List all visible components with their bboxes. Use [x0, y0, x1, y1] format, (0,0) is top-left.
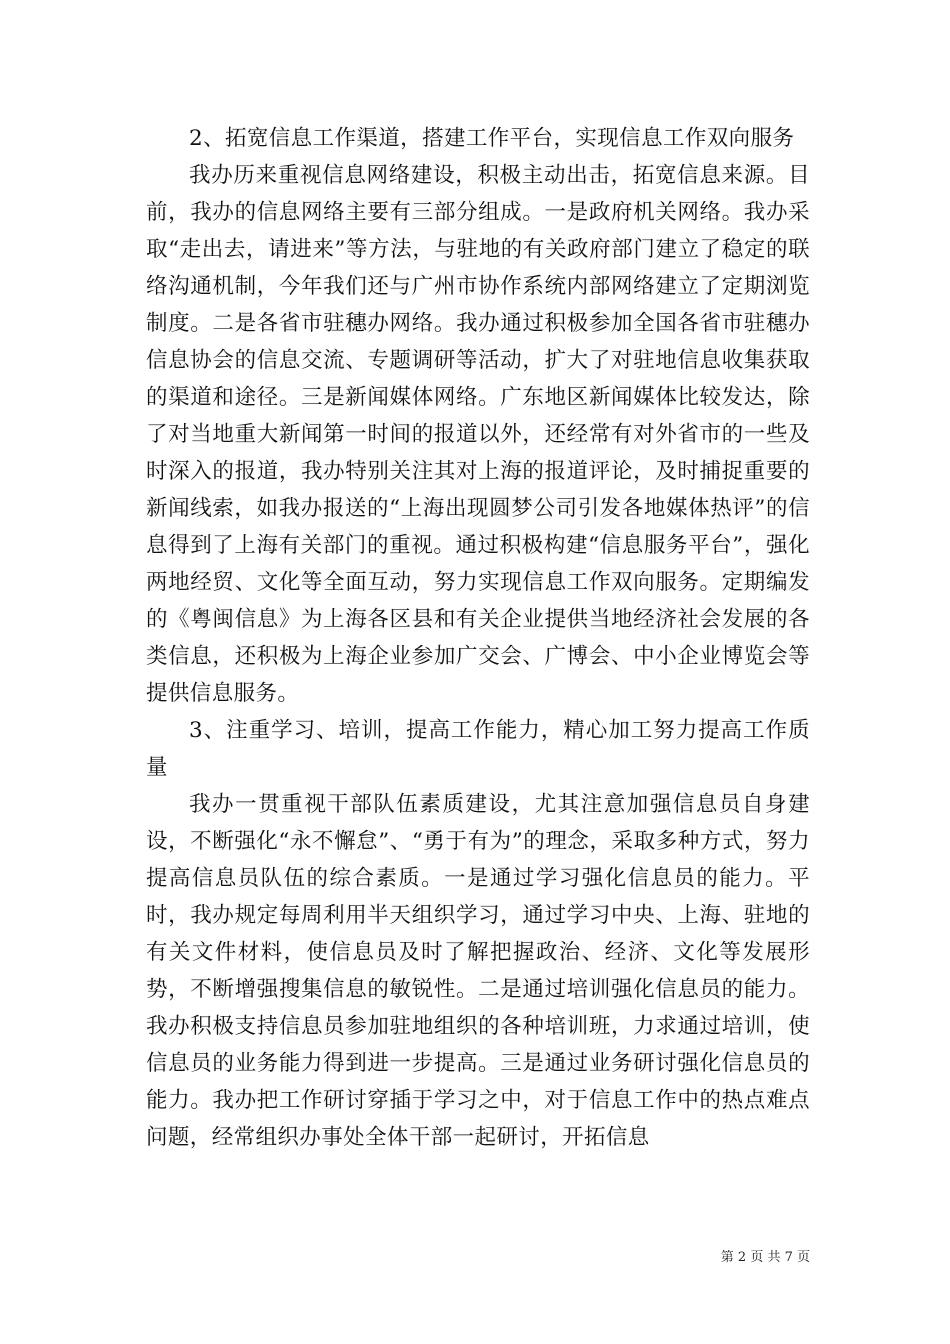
section-heading-2: 2、拓宽信息工作渠道，搭建工作平台，实现信息工作双向服务 [189, 126, 795, 151]
page-number-footer: 第 2 页 共 7 页 [720, 1250, 810, 1265]
body-paragraph: 我办历来重视信息网络建设，积极主动出击，拓宽信息来源。目前，我办的信息网络主要有三部分组成。一是政府机关网络。我办采取“走出去，请进来”等方法，与驻地的有关政府部门建立了稳定的联络沟通机制，今年我们还与广州市协作系统内部网络建立了定期浏览制度。二是各省市驻穗办网络。我办通过积极参加全国各省市驻穗办信息协会的信息交流、专题调研等活动，扩大了对驻地信息收集获取的渠道和途径。三是新闻媒体网络。广东地区新闻媒体比较发达，除了对当地重大新闻第一时间的报道以外，还经常有对外省市的一些及时深入的报道，我办特别关注其对上海的报道评论，及时捕捉重要的新闻线索，如我办报送的“上海出现圆梦公司引发各地媒体热评”的信息得到了上海有关部门的重视。通过积极构建“信息服务平台”，强化两地经贸、文化等全面互动，努力实现信息工作双向服务。定期编发的《粤闽信息》为上海各区县和有关企业提供当地经济社会发展的各类信息，还积极为上海企业参加广交会、广博会、中小企业博览会等提供信息服务。 [146, 163, 810, 706]
document-body [146, 120, 810, 1156]
section-heading-3: 3、注重学习、培训，提高工作能力，精心加工努力提高工作质量 [146, 718, 810, 780]
body-paragraph: 我办一贯重视干部队伍素质建设，尤其注意加强信息员自身建设，不断强化“永不懈怠”、“勇于有为”的理念，采取多种方式，努力提高信息员队伍的综合素质。一是通过学习强化信息员的能力。平时，我办规定每周利用半天组织学习，通过学习中央、上海、驻地的有关文件材料，使信息员及时了解把握政治、经济、文化等发展形势，不断增强搜集信息的敏锐性。二是通过培训强化信息员的能力。我办积极支持信息员参加驻地组织的各种培训班，力求通过培训，使信息员的业务能力得到进一步提高。三是通过业务研讨强化信息员的能力。我办把工作研讨穿插于学习之中，对于信息工作中的热点难点问题，经常组织办事处全体干部一起研讨，开拓信息 [146, 792, 810, 1150]
